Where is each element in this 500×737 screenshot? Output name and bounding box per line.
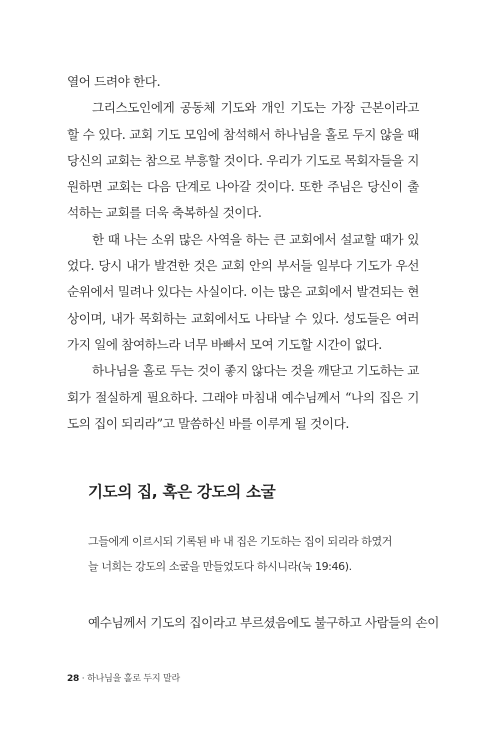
paragraph: 그리스도인에게 공동체 기도와 개인 기도는 가장 근본이라고 할 수 있다. 교회 기도 모임에 참석해서 하나님을 홀로 두지 않을 때 당신의 교회는 참으로 부흥할 것이다. 우리가 기도로 목회자들을 지원하면 교회는 다음 단계로 나아갈 것이다. 또한 주님은 당신이 출석하는 교회를 더욱 축복하실 것이다. <box>67 100 419 221</box>
paragraph: 한 때 나는 소위 많은 사역을 하는 큰 교회에서 설교할 때가 있었다. 당시 내가 발견한 것은 교회 안의 부서들 일부다 기도가 우선순위에서 밀려나 있다는 사실이다. 이는 많은 교회에서 발견되는 현상이며, 내가 목회하는 교회에서도 나타날 수 있다. 성도들은 여러 가지 일에 참여하느라 너무 바빠서 모여 기도할 시간이 없다. <box>67 231 419 352</box>
paragraph-continuation: 열어 드려야 한다. <box>67 74 161 89</box>
footer-separator: · <box>79 674 88 684</box>
paragraph: 예수님께서 기도의 집이라고 부르셨음에도 불구하고 사람들의 손이 <box>88 615 440 630</box>
quote-line: 늘 너희는 강도의 소굴을 만들었도다 하시니라(눅 19:46). <box>88 559 352 573</box>
book-title: 하나님을 홀로 두지 말라 <box>87 674 181 684</box>
body-text <box>67 69 419 437</box>
section-title: 기도의 집, 혹은 강도의 소굴 <box>88 483 276 501</box>
quote-line: 그들에게 이르시되 기록된 바 내 집은 기도하는 집이 되리라 하였거 <box>88 535 392 548</box>
page-footer <box>67 671 180 684</box>
page-number: 28 <box>67 674 80 684</box>
paragraph: 하나님을 홀로 두는 것이 좋지 않다는 것을 깨닫고 기도하는 교회가 절실하게 필요하다. 그래야 마침내 예수님께서 “나의 집은 기도의 집이 되리라”고 말씀하신 바를 이루게 될 것이다. <box>67 363 419 431</box>
scripture-quote <box>88 530 418 579</box>
